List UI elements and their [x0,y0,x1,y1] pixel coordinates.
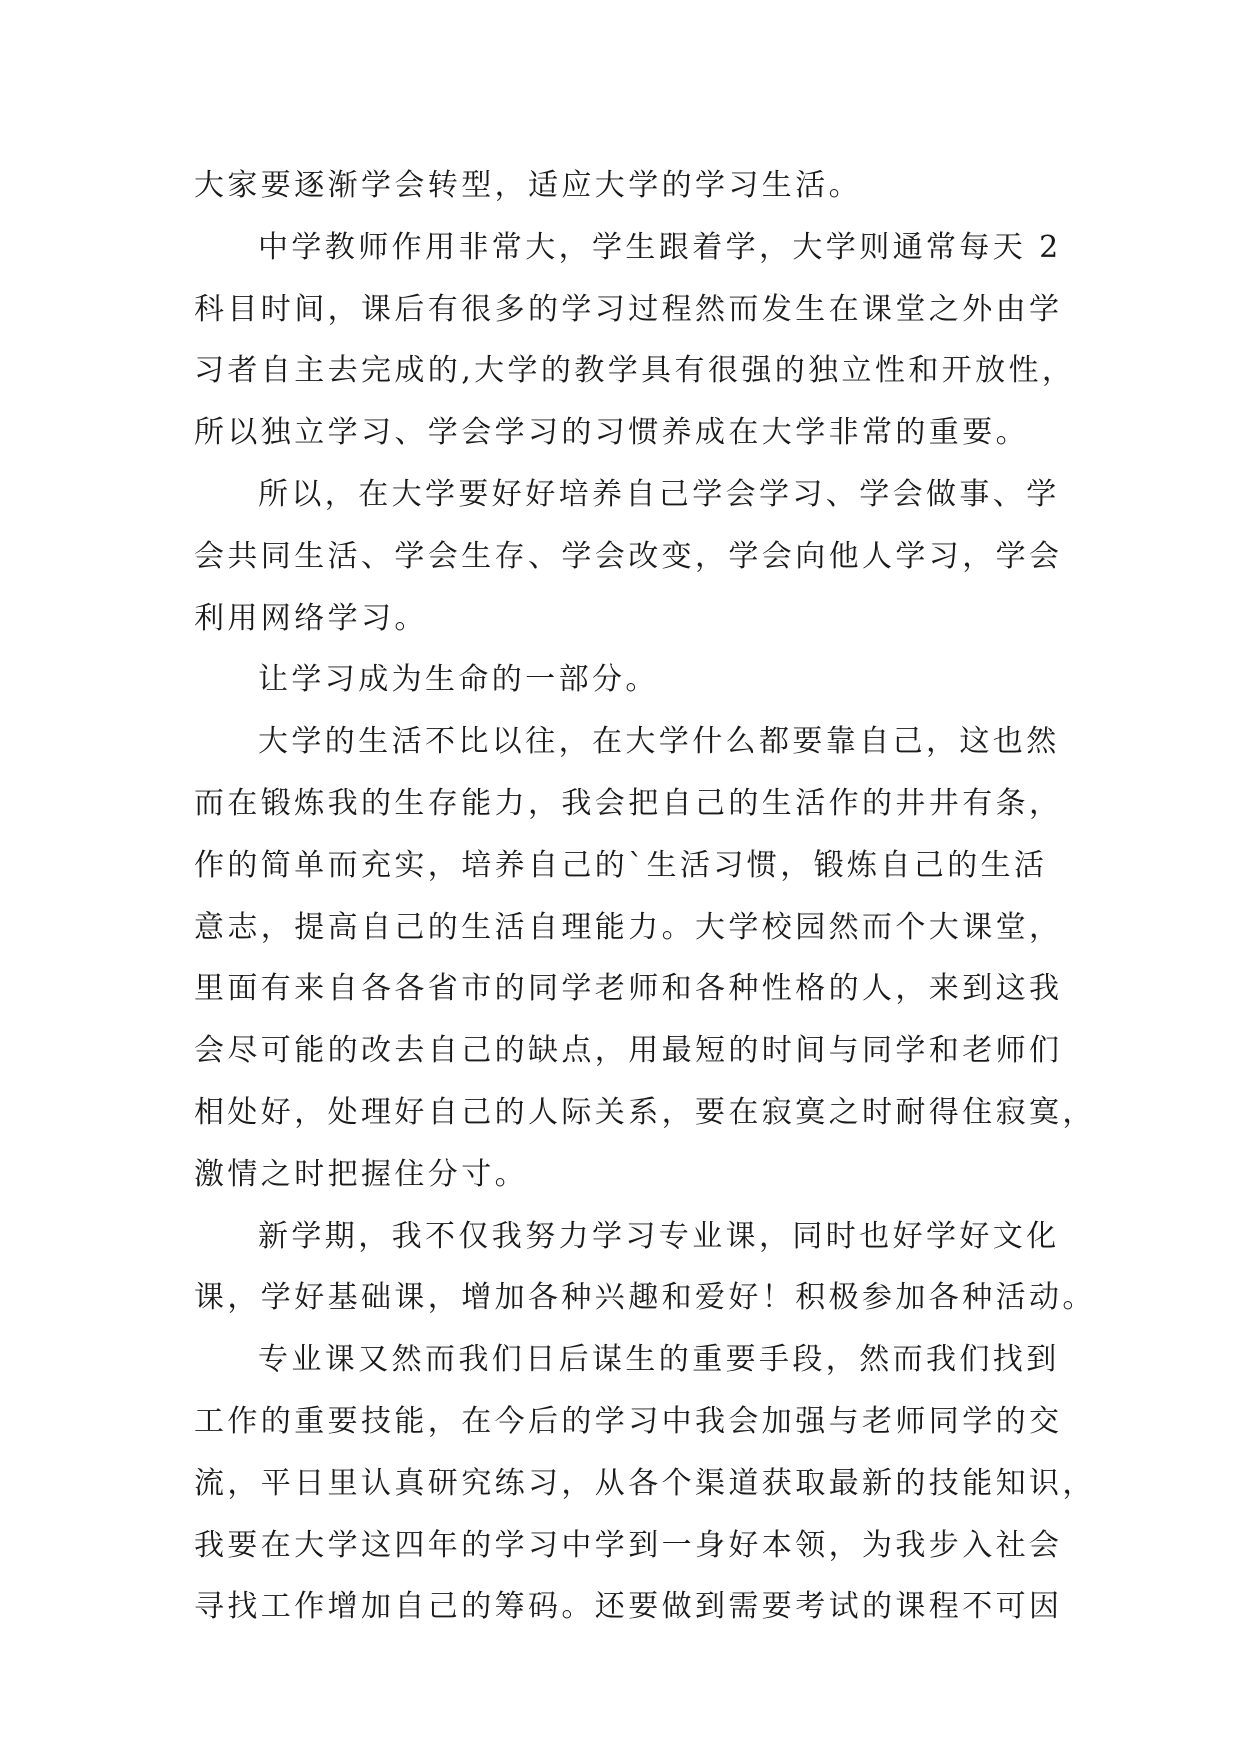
text-line: 习者自主去完成的,大学的教学具有很强的独立性和开放性， [194,353,1076,389]
text-line: 大家要逐渐学会转型，适应大学的学习生活。 [194,168,862,203]
paragraph-first-line: 中学教师作用非常大，学生跟着学，大学则通常每天 2 [258,229,1062,265]
text-line: 会尽可能的改去自己的缺点，用最短的时间与同学和老师们 [194,1033,1063,1069]
paragraph-first-line: 所以，在大学要好好培养自己学会学习、学会做事、学 [258,476,1060,512]
document-body [194,155,1096,1638]
text-line: 我要在大学这四年的学习中学到一身好本领，为我步入社会 [194,1527,1063,1563]
text-line: 工作的重要技能，在今后的学习中我会加强与老师同学的交 [194,1403,1063,1439]
paragraph-first-line: 新学期，我不仅我努力学习专业课，同时也好学好文化 [258,1218,1060,1254]
text-line: 寻找工作增加自己的筹码。还要做到需要考试的课程不可因 [194,1589,1063,1625]
text-line: 意志，提高自己的生活自理能力。大学校园然而个大课堂， [194,909,1063,945]
text-line: 所以独立学习、学会学习的习惯养成在大学非常的重要。 [194,415,1029,451]
text-line: 而在锻炼我的生存能力，我会把自己的生活作的井井有条， [194,785,1063,821]
paragraph-first-line: 大学的生活不比以往，在大学什么都要靠自己，这也然 [258,724,1060,760]
text-line: 会共同生活、学会生存、学会改变，学会向他人学习，学会 [194,538,1063,574]
text-line: 科目时间，课后有很多的学习过程然而发生在课堂之外由学 [194,291,1063,327]
text-line: 激情之时把握住分寸。 [194,1156,528,1192]
text-line: 利用网络学习。 [194,600,428,636]
paragraph-first-line: 让学习成为生命的一部分。 [258,662,659,698]
text-line: 相处好，处理好自己的人际关系，要在寂寞之时耐得住寂寞， [194,1094,1096,1130]
text-line: 里面有来自各各省市的同学老师和各种性格的人，来到这我 [194,971,1063,1007]
paragraph-first-line: 专业课又然而我们日后谋生的重要手段，然而我们找到 [258,1342,1060,1378]
text-line: 课，学好基础课，增加各种兴趣和爱好！积极参加各种活动。 [194,1280,1096,1316]
text-line: 作的简单而充实，培养自己的`生活习惯，锻炼自己的生活 [194,847,1048,883]
text-line: 流，平日里认真研究练习，从各个渠道获取最新的技能知识， [194,1465,1096,1501]
